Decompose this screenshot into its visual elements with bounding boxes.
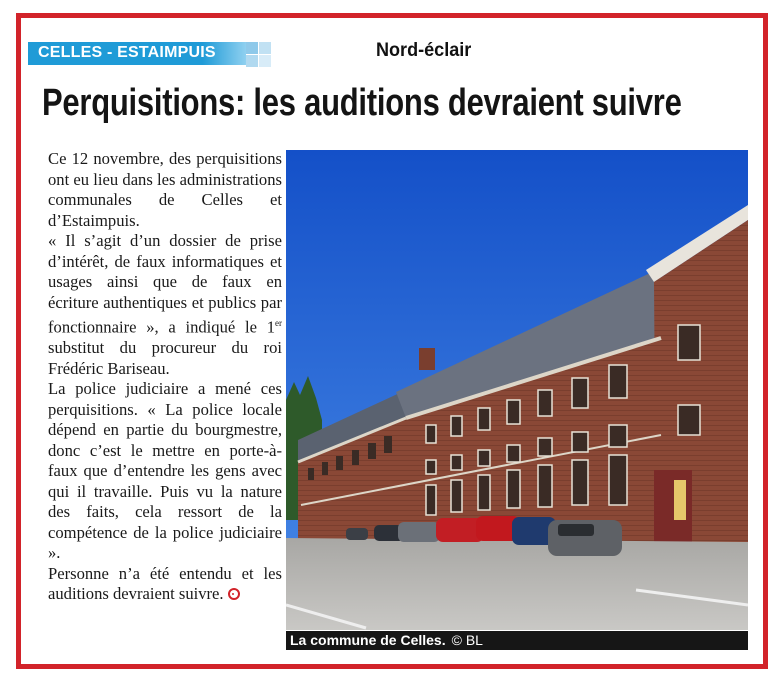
parking-ground (286, 538, 748, 630)
section-label: CELLES - ESTAIMPUIS (38, 44, 216, 61)
photo-caption (286, 631, 748, 650)
door-highlight (674, 480, 686, 520)
paragraph-2-text-a: « Il s’agit d’un dossier de prise d’intérêt, de faux informatiques et usages ainsi que de faux en écriture authentiques et publics par fonctionnaire », a indiqué le 1 (48, 231, 282, 337)
entrance-door (654, 470, 692, 545)
article-body (48, 149, 282, 605)
chimney (419, 348, 435, 370)
section-rubric (28, 42, 246, 65)
article-photo (286, 150, 748, 630)
caption-text: La commune de Celles. (290, 632, 446, 648)
caption-credit: © BL (451, 632, 483, 648)
paragraph-2 (48, 231, 282, 379)
article-frame (16, 13, 768, 669)
headline: Perquisitions: les auditions devraient suivre (42, 82, 682, 124)
paragraph-3: La police judiciaire a mené ces perquisitions. « La police locale dépend en partie du bourgmestre, donc c’est le mettre en porte-à-faux que d’entendre les gens avec qui il travaille. Puis vu la nature des faits, cela ressort de la compétence de la police judiciaire ». (48, 379, 282, 563)
paragraph-1: Ce 12 novembre, des perquisitions ont eu lieu dans les administrations communales de Celles et d’Estaimpuis. (48, 149, 282, 230)
rubric-decoration (228, 42, 278, 68)
building-photo-illustration (286, 150, 748, 630)
paragraph-4-text: Personne n’a été entendu et les auditions devraient suivre. (48, 563, 282, 604)
newspaper-name: Nord-éclair (376, 40, 472, 61)
end-mark-icon (228, 588, 240, 600)
ordinal-superscript: er (275, 318, 282, 328)
paragraph-4 (48, 564, 282, 605)
paragraph-2-text-b: substitut du procureur du roi Frédéric Bariseau. (48, 338, 282, 378)
